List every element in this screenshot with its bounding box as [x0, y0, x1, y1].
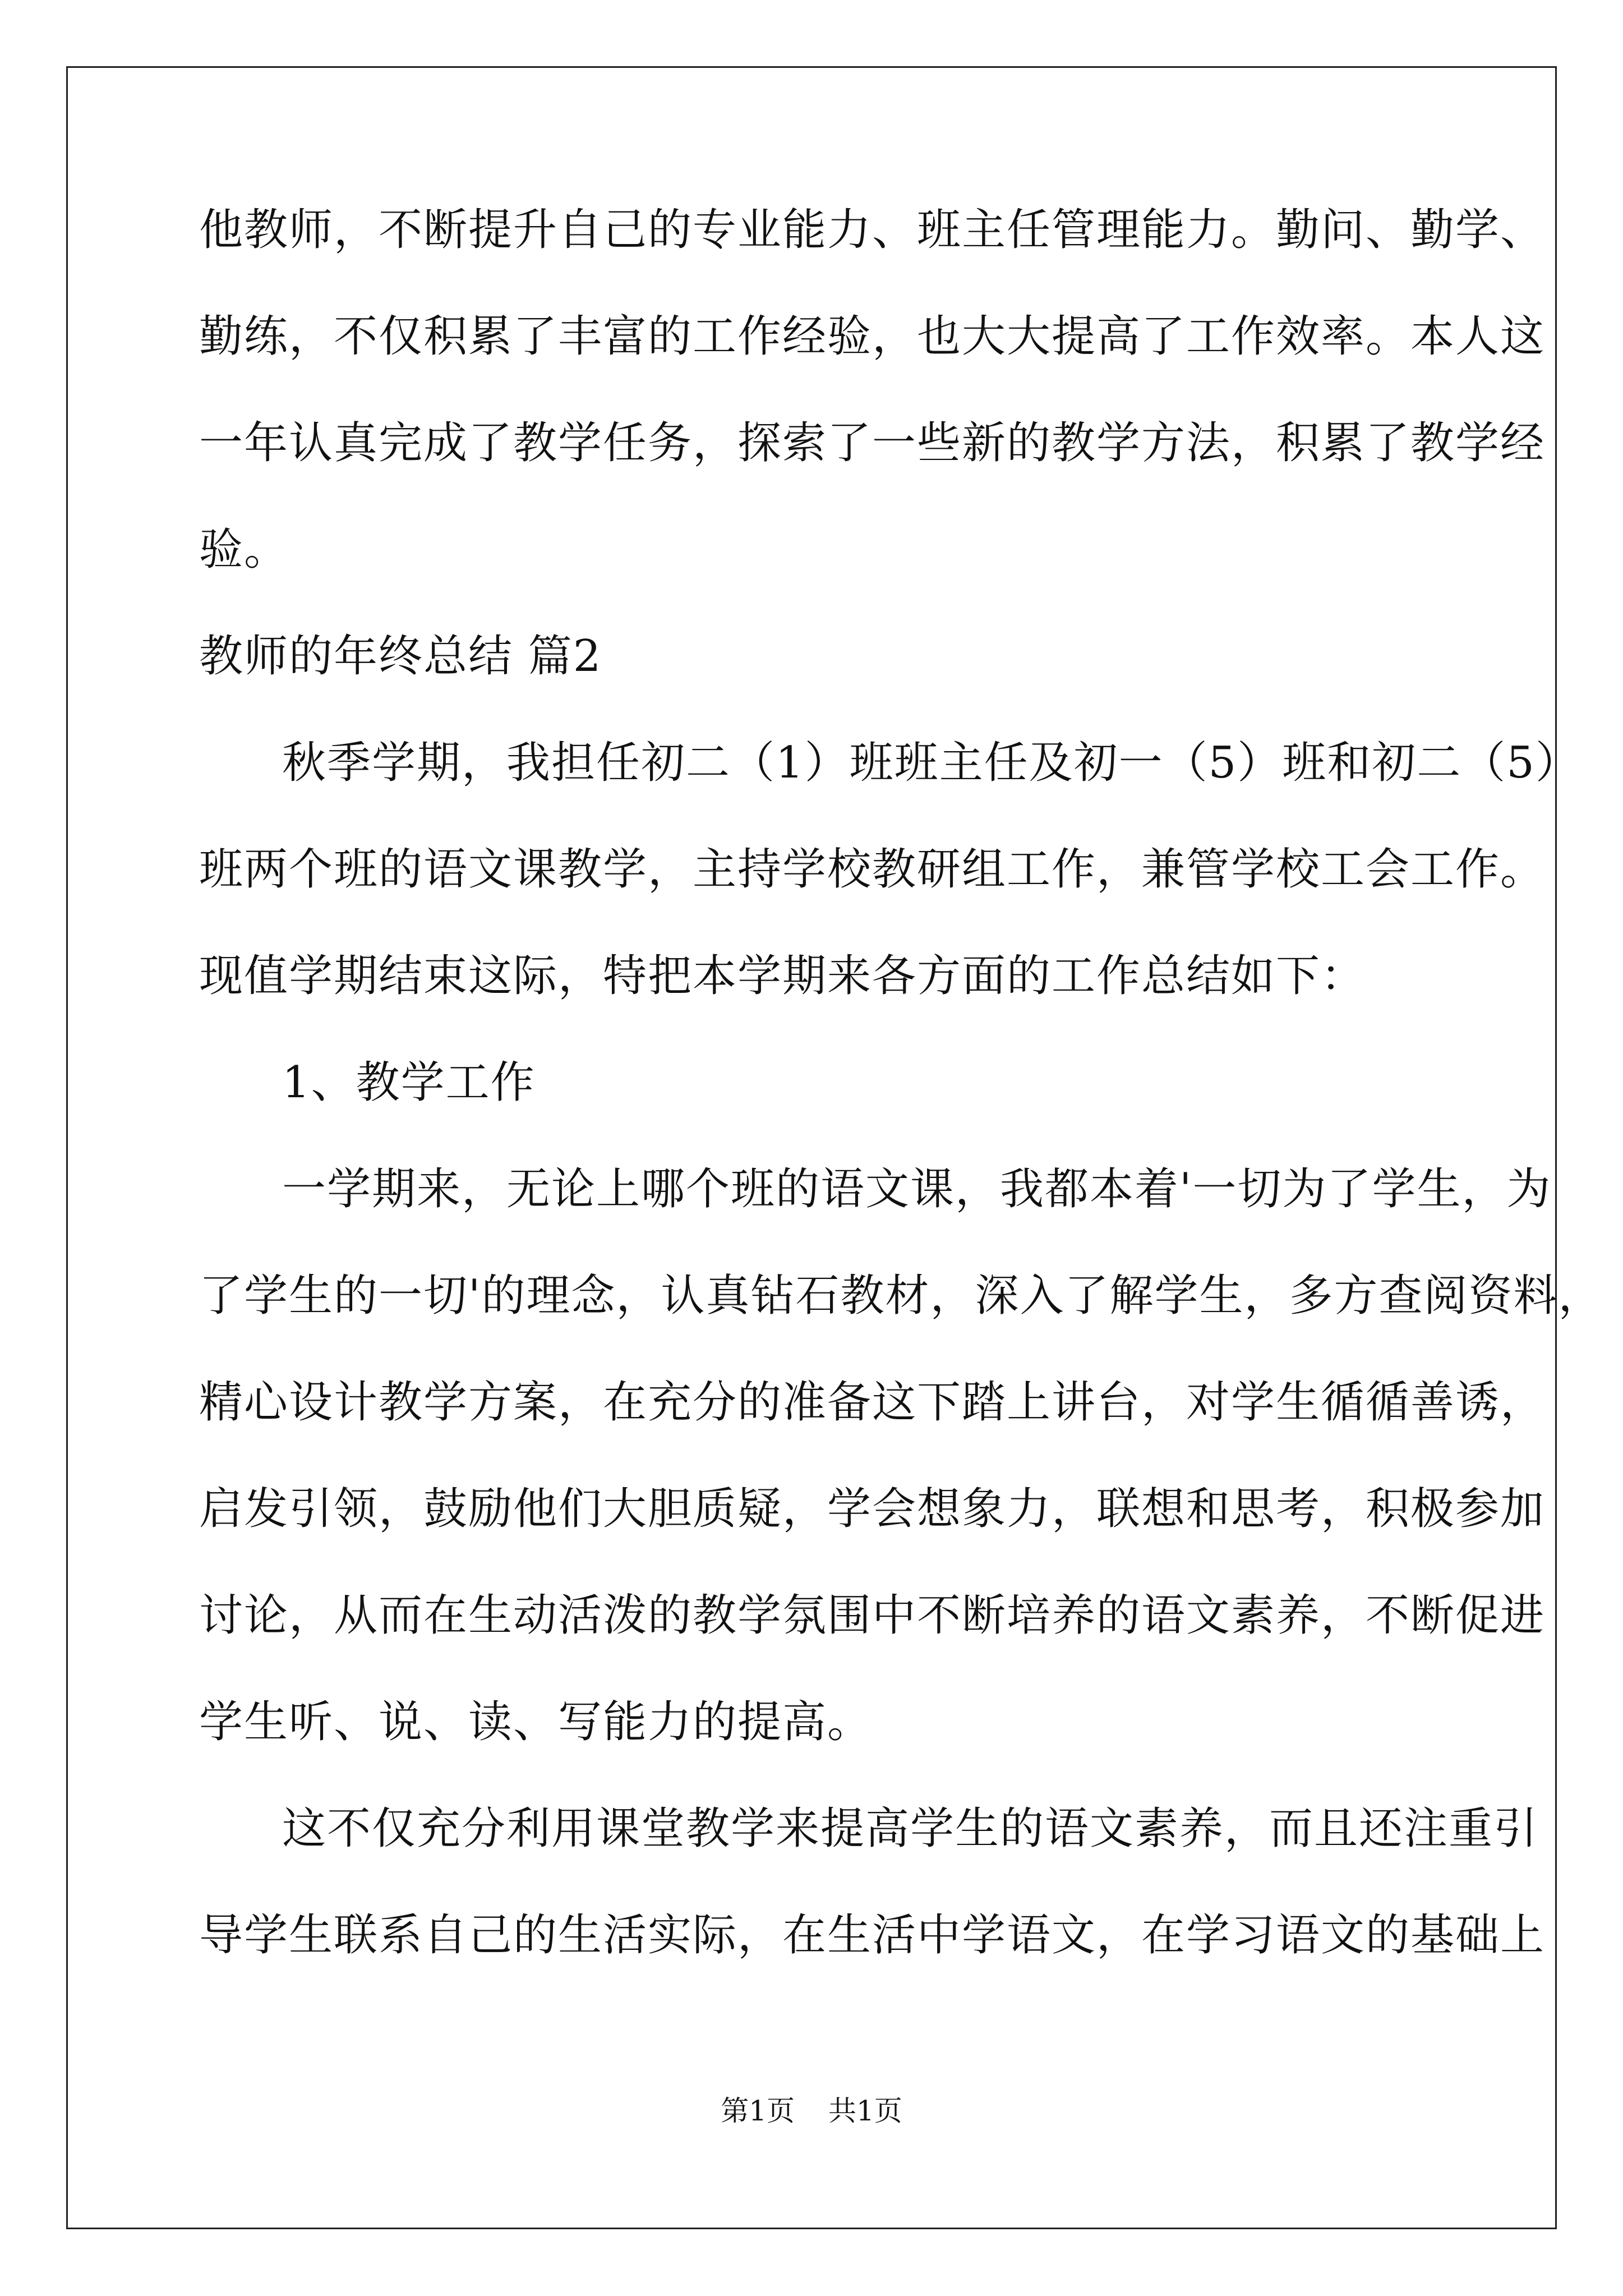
text-line: 一年认真完成了教学任务，探索了一些新的教学方法，积累了教学经 [199, 418, 1546, 468]
text-line: 一学期来，无论上哪个班的语文课，我都本着'一切为了学生，为 [282, 1164, 1552, 1214]
page-number: 第1页 [721, 2095, 795, 2127]
text-line: 讨论，从而在生动活泼的教学氛围中不断培养的语文素养，不断促进 [199, 1590, 1546, 1641]
subsection-heading: 1、教学工作 [282, 1057, 536, 1108]
text-line: 这不仅充分利用课堂教学来提高学生的语文素养，而且还注重引 [282, 1803, 1539, 1854]
text-line: 启发引领，鼓励他们大胆质疑，学会想象力，联想和思考，积极参加 [199, 1484, 1546, 1534]
page-total: 共1页 [828, 2095, 902, 2127]
text-line: 导学生联系自己的生活实际，在生活中学语文，在学习语文的基础上 [199, 1910, 1546, 1961]
text-line: 验。 [199, 524, 289, 575]
text-line: 秋季学期，我担任初二（1）班班主任及初一（5）班和初二（5） [282, 738, 1580, 788]
text-line: 现值学期结束这际，特把本学期来各方面的工作总结如下： [199, 951, 1366, 1001]
text-line: 班两个班的语文课教学，主持学校教研组工作，兼管学校工会工作。 [199, 844, 1546, 895]
text-line: 了学生的一切'的理念，认真钻石教材，深入了解学生，多方查阅资料， [199, 1271, 1603, 1321]
text-line: 他教师，不断提升自己的专业能力、班主任管理能力。勤问、勤学、 [199, 205, 1546, 255]
section-heading: 教师的年终总结 篇2 [199, 631, 602, 682]
text-line: 精心设计教学方案，在充分的准备这下踏上讲台，对学生循循善诱， [199, 1377, 1546, 1428]
document-body [199, 203, 1603, 1962]
text-line: 勤练，不仅积累了丰富的工作经验，也大大提高了工作效率。本人这 [199, 311, 1546, 362]
page-footer [0, 2094, 1623, 2128]
text-line: 学生听、说、读、写能力的提高。 [199, 1697, 873, 1747]
